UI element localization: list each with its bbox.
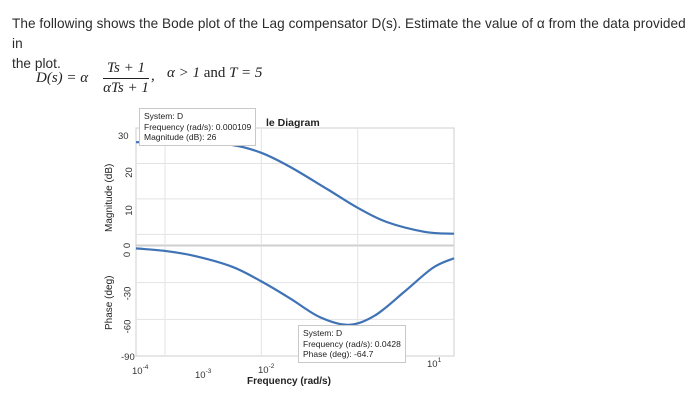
phase-tick-0: 0: [122, 251, 134, 258]
x-tick-1e-3: $10^{-3}$: [195, 368, 212, 381]
mag-datatip-magnitude: Magnitude (dB): 26: [144, 132, 217, 142]
question-line-1: The following shows the Bode plot of the Lag compensator D(s). Estimate the value of α from the data provided in: [12, 16, 686, 51]
phase-datatip-phase: Phase (deg): -64.7: [303, 349, 374, 359]
x-tick-1e1: $10^1$: [427, 357, 442, 370]
mag-tick-10: 10: [123, 205, 135, 216]
phase-axis-label: Phase (deg): [104, 275, 115, 330]
phase-tick-minus30: -30: [122, 286, 134, 301]
mag-datatip-frequency: Frequency (rad/s): 0.000109: [144, 121, 252, 132]
formula-lhs: D(s) = α: [36, 70, 89, 86]
mag-tick-30: 30: [118, 131, 129, 142]
condition-T: T = 5: [229, 65, 263, 81]
formula-denominator: αTs + 1: [103, 80, 149, 96]
condition-alpha: α > 1: [167, 65, 200, 81]
plot-title-fragment: le Diagram: [266, 117, 320, 129]
magnitude-axis-label: Magnitude (dB): [104, 163, 115, 232]
phase-datatip: [298, 325, 406, 363]
phase-tick-minus90: -90: [121, 352, 135, 363]
phase-datatip-system: System: D: [303, 328, 343, 338]
mag-datatip-system: System: D: [144, 111, 184, 121]
phase-datatip-frequency: Frequency (rad/s): 0.0428: [303, 338, 401, 349]
x-axis-label: Frequency (rad/s): [247, 376, 331, 387]
formula-comma: ,: [151, 68, 155, 84]
phase-tick-minus60: -60: [122, 319, 134, 334]
magnitude-datatip: [139, 108, 256, 146]
question-line-2: the plot.: [12, 56, 61, 71]
formula-numerator: Ts + 1: [107, 60, 145, 76]
x-tick-1e-2: $10^{-2}$: [258, 363, 275, 376]
mag-tick-20: 20: [123, 167, 135, 178]
mag-tick-0: 0: [122, 242, 134, 249]
x-tick-1e-4: $10^{-4}$: [132, 364, 149, 377]
condition-and: and: [203, 65, 226, 81]
